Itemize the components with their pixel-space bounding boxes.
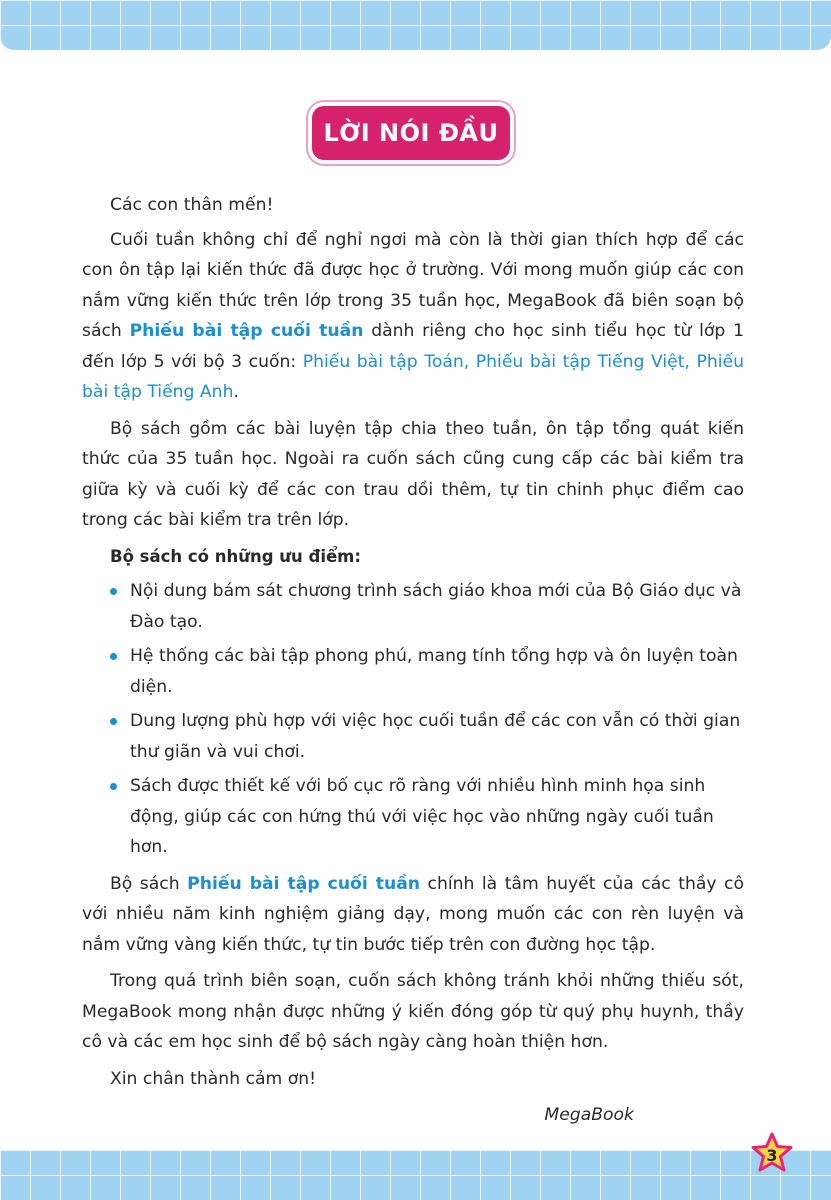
advantages-title: Bộ sách có những ưu điểm: xyxy=(110,546,361,566)
paragraph-feedback: Trong quá trình biên soạn, cuốn sách không tránh khỏi những thiếu sót, MegaBook mong nhận được những ý kiến đóng góp từ quý phụ huynh, thầy cô và các em học sinh để bộ sách ngày càng hoàn thiện hơn. xyxy=(82,971,744,1052)
dedication-text-a: Bộ sách xyxy=(110,873,188,894)
intro-text-a: Cuối tuần không chỉ để nghỉ ngơi mà còn là thời gian thích hợp để các con ôn tập lại kiến thức đã được học ở trường. Với mong muốn giúp các con nắm vững kiến thức trên lớp trong 35 tuần học, MegaBook đã biên soạn bộ sách xyxy=(82,229,744,341)
advantage-text: Nội dung bám sát chương trình sách giáo khoa mới của Bộ Giáo dục và Đào tạo. xyxy=(130,581,742,632)
bullet-icon xyxy=(110,783,117,790)
book-list: Phiếu bài tập Toán, Phiếu bài tập Tiếng Việt, Phiếu bài tập Tiếng Anh xyxy=(82,351,744,402)
advantage-text: Hệ thống các bài tập phong phú, mang tính tổng hợp và ôn luyện toàn diện. xyxy=(130,646,738,697)
bottom-grid-band xyxy=(0,1150,831,1200)
title-badge xyxy=(312,106,510,160)
bullet-icon xyxy=(110,653,117,660)
advantage-text: Dung lượng phù hợp với việc học cuối tuần để các con vẫn có thời gian thư giãn và vui chơi. xyxy=(130,711,741,762)
page-number: 3 xyxy=(766,1146,778,1165)
advantages-list xyxy=(82,576,744,863)
book-series-name: Phiếu bài tập cuối tuần xyxy=(129,321,364,341)
intro-text-b: dành riêng cho học sinh tiểu học từ lớp 1 đến lớp 5 với bộ 3 cuốn: xyxy=(82,321,745,372)
paragraph-structure: Bộ sách gồm các bài luyện tập chia theo tuần, ôn tập tổng quát kiến thức của 35 tuần học. Ngoài ra cuốn sách cũng cung cấp các bài kiểm tra giữa kỳ và cuối kỳ để các con trau dồi thêm, tự tin chinh phục điểm cao trong các bài kiểm tra trên lớp. xyxy=(82,418,744,530)
intro-text-end: . xyxy=(233,382,239,402)
top-grid-band xyxy=(0,0,831,50)
page-title: LỜI NÓI ĐẦU xyxy=(323,119,499,147)
book-series-name-2: Phiếu bài tập cuối tuần xyxy=(187,873,421,894)
list-item xyxy=(110,706,744,767)
list-item xyxy=(110,641,744,702)
bullet-icon xyxy=(110,718,117,725)
signature: MegaBook xyxy=(544,1105,634,1125)
greeting: Các con thân mến! xyxy=(110,195,274,215)
paragraph-intro xyxy=(82,225,744,408)
paragraph-dedication xyxy=(82,869,744,961)
list-item xyxy=(110,771,744,863)
closing-line: Xin chân thành cảm ơn! xyxy=(110,1068,317,1089)
preface-content xyxy=(82,190,744,1131)
list-item xyxy=(110,576,744,637)
dedication-text-b: chính là tâm huyết của các thầy cô với nhiều năm kinh nghiệm giảng dạy, mong muốn các con rèn luyện và nắm vững vàng kiến thức, tự tin bước tiếp trên con đường học tập. xyxy=(82,873,744,955)
bullet-icon xyxy=(110,588,117,595)
advantage-text: Sách được thiết kế với bố cục rõ ràng với nhiều hình minh họa sinh động, giúp các con hứng thú với việc học vào những ngày cuối tuần hơn. xyxy=(130,776,714,857)
